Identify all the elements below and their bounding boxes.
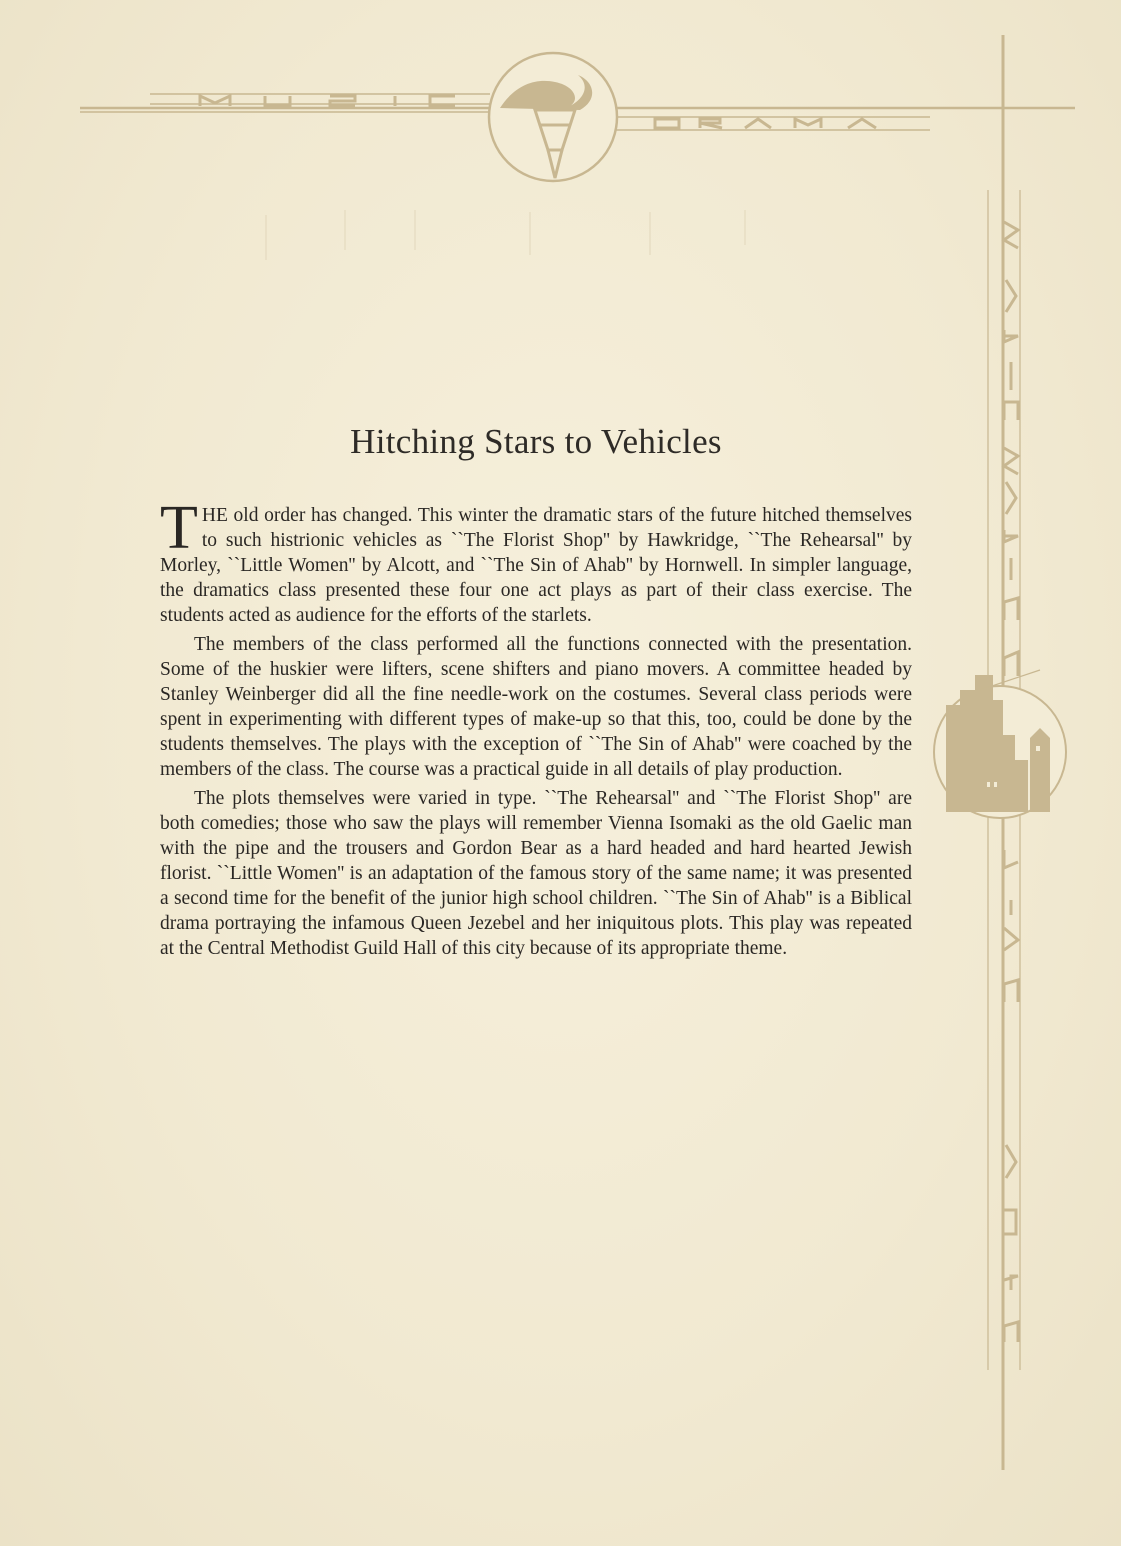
article-body (160, 494, 912, 965)
drop-cap: T (160, 494, 198, 562)
torch-emblem (489, 53, 617, 181)
skyline-medallion (934, 670, 1066, 818)
paragraph-3: The plots themselves were varied in type. ``The Rehearsal'' and ``The Florist Shop'' are both comedies; those who saw the plays will remember Vienna Isomaki as the old Gaelic man with the pipe and the trousers and Gordon Bear as a hard headed and hard hearted Jewish florist. ``Little Women'' is an adaptation of the famous story of the same name; it was presented a second time for the benefit of the junior high school children. ``The Sin of Ahab'' is a Biblical drama portraying the infamous Queen Jezebel and her iniquitous plots. This play was repeated at the Central Methodist Guild Hall of this city because of its appropriate theme. (160, 788, 912, 959)
paragraph-1-text: HE old order has changed. This winter the dramatic stars of the future hitched themselves to such histrionic vehicles as ``The Florist Shop'' by Hawkridge, ``The Rehearsal'' by Morley, ``Little Women'' by Alcott, and ``The Sin of Ahab'' by Hornwell. In simpler language, the dramatics class presented these four one act plays as part of their class exercise. The students acted as audience for the efforts of the starlets. (160, 505, 912, 626)
ghost-strokes (266, 210, 745, 260)
drama-lettering (655, 119, 876, 128)
article-title: Hitching Stars to Vehicles (350, 422, 722, 461)
paragraph-1 (160, 494, 912, 628)
paragraph-2: The members of the class performed all the functions connected with the presentation. Some of the huskier were lifters, scene shifters and piano movers. A committee headed by Stanley Weinberger did all the fine needle-work on the costumes. Several class periods were spent in experimenting with different types of make-up so that this, too, could be done by the students themselves. The plays with the exception of ``The Sin of Ahab'' were coached by the members of the class. The course was a practical guide in all details of play production. (160, 634, 912, 780)
